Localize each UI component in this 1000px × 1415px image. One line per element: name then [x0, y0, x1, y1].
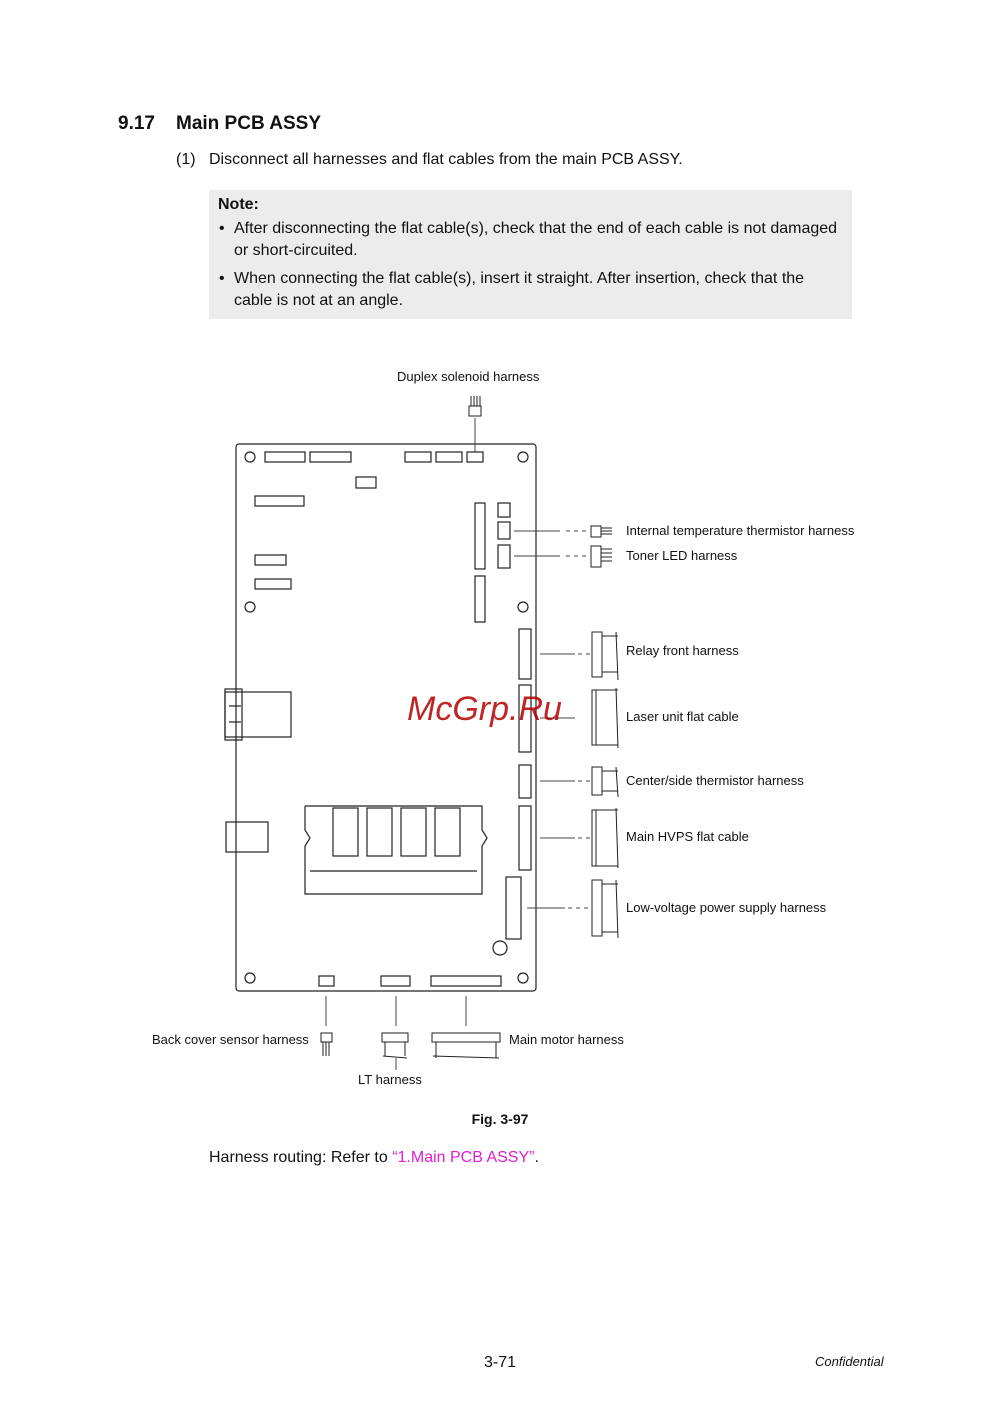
- mounting-hole: [518, 973, 528, 983]
- routing-suffix: .: [534, 1149, 539, 1166]
- connector: [519, 806, 531, 870]
- connector: [265, 452, 305, 462]
- label-back-cover-sensor: Back cover sensor harness: [152, 1032, 309, 1047]
- mounting-hole: [245, 602, 255, 612]
- label-lt: LT harness: [358, 1072, 422, 1087]
- connector: [475, 503, 485, 569]
- connector: [319, 976, 334, 986]
- connector: [381, 976, 410, 986]
- mounting-hole: [518, 452, 528, 462]
- toner-led-plug: [591, 546, 612, 567]
- step-text: Disconnect all harnesses and flat cables from the main PCB ASSY.: [209, 151, 683, 168]
- note-bullet-text: When connecting the flat cable(s), insert it straight. After insertion, check that the cable is not at an angle.: [234, 270, 805, 309]
- lt-harness-plug: [382, 1033, 408, 1058]
- harness-routing-line: [209, 1149, 539, 1167]
- connector: [255, 579, 291, 589]
- note-bullet: • After disconnecting the flat cable(s), check that the end of each cable is not damaged or short-circuited.: [219, 220, 838, 259]
- mounting-hole: [245, 452, 255, 462]
- lan-port: [225, 692, 291, 737]
- mounting-hole: [245, 973, 255, 983]
- connector: [356, 477, 376, 488]
- connector: [498, 503, 510, 517]
- usb-port: [226, 822, 268, 852]
- note-title: Note:: [218, 196, 259, 213]
- watermark: McGrp.Ru: [407, 690, 562, 728]
- connector: [255, 496, 304, 506]
- mounting-hole: [518, 602, 528, 612]
- note-bullet: • When connecting the flat cable(s), insert it straight. After insertion, check that the cable is not at an angle.: [219, 270, 805, 309]
- label-relay-front: Relay front harness: [626, 643, 739, 658]
- page-number: 3-71: [483, 1354, 517, 1371]
- label-main-hvps: Main HVPS flat cable: [626, 829, 749, 844]
- label-laser-unit: Laser unit flat cable: [626, 709, 739, 724]
- section-number: 9.17: [118, 113, 155, 134]
- label-internal-temp-thermistor: Internal temperature thermistor harness: [626, 523, 855, 538]
- low-voltage-ps-plug: [592, 880, 618, 938]
- label-main-motor: Main motor harness: [509, 1032, 624, 1047]
- back-cover-sensor-plug: [321, 1033, 332, 1056]
- connector: [475, 576, 485, 622]
- connector: [436, 452, 462, 462]
- center-side-thermistor-plug: [592, 767, 618, 797]
- connector: [431, 976, 501, 986]
- routing-prefix: Harness routing: Refer to: [209, 1149, 393, 1166]
- connector: [405, 452, 431, 462]
- label-center-side-thermistor: Center/side thermistor harness: [626, 773, 804, 788]
- confidential-label: Confidential: [815, 1354, 884, 1369]
- mounting-hole: [493, 941, 507, 955]
- connector: [519, 765, 531, 798]
- main-motor-plug: [432, 1033, 500, 1058]
- duplex-solenoid-plug: [469, 396, 481, 416]
- step-number: (1): [176, 151, 196, 168]
- connector: [506, 877, 521, 939]
- label-toner-led: Toner LED harness: [626, 548, 738, 563]
- connector: [498, 522, 510, 539]
- relay-front-plug: [592, 632, 618, 680]
- section-title: Main PCB ASSY: [176, 113, 321, 134]
- note-bullet-text: After disconnecting the flat cable(s), check that the end of each cable is not damaged or short-circuited.: [234, 220, 838, 259]
- laser-unit-cable-plug: [592, 688, 618, 748]
- connector: [519, 629, 531, 679]
- routing-link[interactable]: “1.Main PCB ASSY”: [392, 1149, 535, 1166]
- connector: [467, 452, 483, 462]
- connector: [255, 555, 286, 565]
- main-hvps-cable-plug: [592, 808, 618, 868]
- connector: [310, 452, 351, 462]
- internal-temp-thermistor-plug: [591, 526, 612, 537]
- figure-caption: Fig. 3-97: [471, 1111, 529, 1127]
- label-low-voltage-ps: Low-voltage power supply harness: [626, 900, 827, 915]
- label-duplex-solenoid: Duplex solenoid harness: [397, 369, 540, 384]
- connector: [498, 545, 510, 568]
